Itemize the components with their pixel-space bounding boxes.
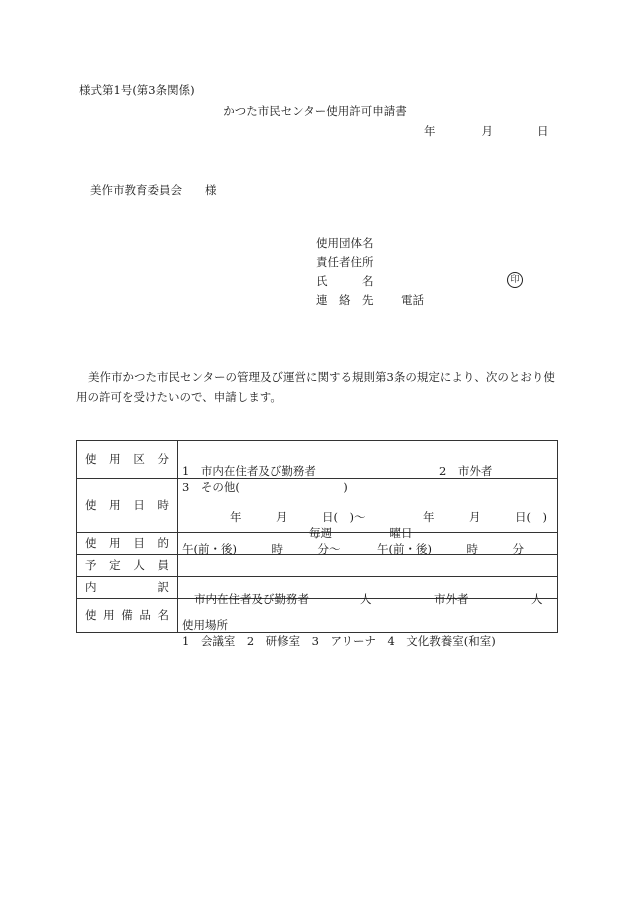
date-day: 日	[537, 124, 549, 138]
form-number: 様式第1号(第3条関係)	[79, 83, 195, 97]
planned-cell	[178, 555, 558, 577]
address-label: 責任者住所	[316, 255, 374, 269]
category-row	[77, 441, 558, 479]
name-label: 氏 名	[316, 274, 374, 288]
category-label: 使用区分	[77, 441, 178, 479]
equipment-row	[77, 599, 558, 633]
breakdown-nonresident: 市外者	[434, 591, 469, 606]
date-year: 年	[424, 124, 436, 138]
breakdown-resident-unit: 人	[360, 591, 372, 606]
planned-label: 予定人員	[77, 555, 178, 577]
breakdown-nonresident-unit: 人	[531, 591, 543, 606]
datetime-start-time: 午(前・後) 時 分～	[182, 541, 341, 556]
breakdown-row	[77, 577, 558, 599]
equipment-rooms: 1 会議室 2 研修室 3 アリーナ 4 文化教養室(和室)	[182, 633, 496, 648]
datetime-label: 使用日時	[77, 479, 178, 533]
breakdown-resident: 市内在住者及び勤務者	[194, 591, 309, 606]
category-option-1: 1 市内在住者及び勤務者	[182, 463, 316, 478]
date-month: 月	[481, 124, 493, 138]
document-title: かつた市民センター使用許可申請書	[223, 104, 407, 118]
name-row	[316, 274, 374, 293]
application-date	[424, 124, 549, 139]
planned-row	[77, 555, 558, 577]
breakdown-label: 内訳	[77, 577, 178, 599]
equipment-place: 使用場所	[182, 617, 228, 632]
addressee: 美作市教育委員会 様	[90, 183, 217, 197]
application-table	[76, 440, 558, 648]
purpose-label: 使用目的	[77, 533, 178, 555]
body-text: 美作市かつた市民センターの管理及び運営に関する規則第3条の規定により、次のとおり使用の許可を受けたいので、申請します。	[76, 370, 555, 404]
datetime-weekly: 毎週 曜日	[309, 525, 413, 540]
equipment-label: 使用備品名	[77, 599, 178, 633]
datetime-end-time: 午(前・後) 時 分	[377, 541, 524, 556]
category-cell	[178, 441, 558, 494]
contact-row	[316, 293, 424, 312]
org-row	[316, 236, 374, 255]
applicant-block	[316, 236, 424, 312]
phone-label: 電話	[401, 293, 424, 307]
address-row	[316, 255, 374, 274]
seal-icon: 印	[507, 272, 523, 288]
category-option-2: 2 市外者	[439, 463, 493, 478]
category-option-3: 3 その他( )	[182, 479, 348, 494]
datetime-end-date: 年 月 日( )	[423, 509, 547, 524]
contact-label: 連 絡 先	[316, 293, 374, 307]
breakdown-cell	[178, 577, 558, 606]
datetime-start-date: 年 月 日( )～	[230, 509, 366, 524]
org-label: 使用団体名	[316, 236, 374, 250]
